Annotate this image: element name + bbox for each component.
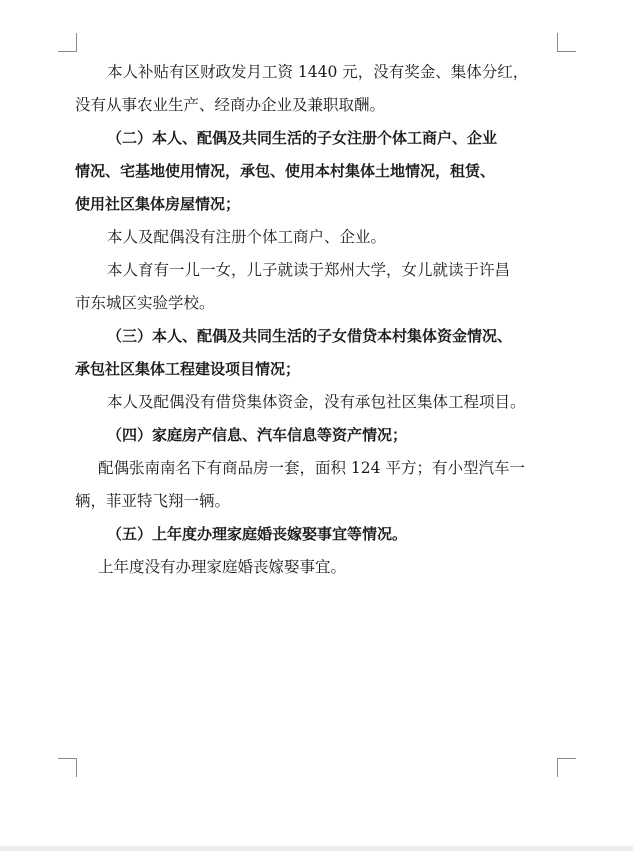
- text-line: 上年度没有办理家庭婚丧嫁娶事宜。: [98, 558, 347, 576]
- margin-corner-top-left: [58, 33, 77, 52]
- section-heading: 情况、宅基地使用情况，承包、使用本村集体土地情况，租赁、: [75, 162, 496, 180]
- text-line: 辆，菲亚特飞翔一辆。: [75, 492, 231, 510]
- section-heading: （二）本人、配偶及共同生活的子女注册个体工商户、企业: [107, 129, 498, 147]
- page-bottom-gap: [0, 846, 633, 851]
- text-line: 没有从事农业生产、经商办企业及兼职取酬。: [75, 96, 386, 114]
- text-line: 本人补贴有区财政发月工资 1440 元，没有奖金、集体分红，: [107, 63, 529, 81]
- text-line: 本人及配偶没有注册个体工商户、企业。: [107, 228, 387, 246]
- text-line: 本人及配偶没有借贷集体资金，没有承包社区集体工程项目。: [107, 393, 526, 411]
- section-heading: （四）家庭房产信息、汽车信息等资产情况；: [107, 426, 408, 444]
- section-heading: （五）上年度办理家庭婚丧嫁娶事宜等情况。: [107, 525, 408, 543]
- section-heading: （三）本人、配偶及共同生活的子女借贷本村集体资金情况、: [107, 327, 513, 345]
- text-line: 配偶张南南名下有商品房一套，面积 124 平方；有小型汽车一: [98, 459, 525, 477]
- margin-corner-top-right: [557, 33, 576, 52]
- section-heading: 承包社区集体工程建设项目情况；: [75, 360, 301, 378]
- text-line: 本人育有一儿一女，儿子就读于郑州大学，女儿就读于许昌: [107, 261, 511, 279]
- margin-corner-bottom-left: [58, 758, 77, 777]
- text-line: 市东城区实验学校。: [75, 294, 215, 312]
- margin-corner-bottom-right: [557, 758, 576, 777]
- section-heading: 使用社区集体房屋情况；: [75, 195, 241, 213]
